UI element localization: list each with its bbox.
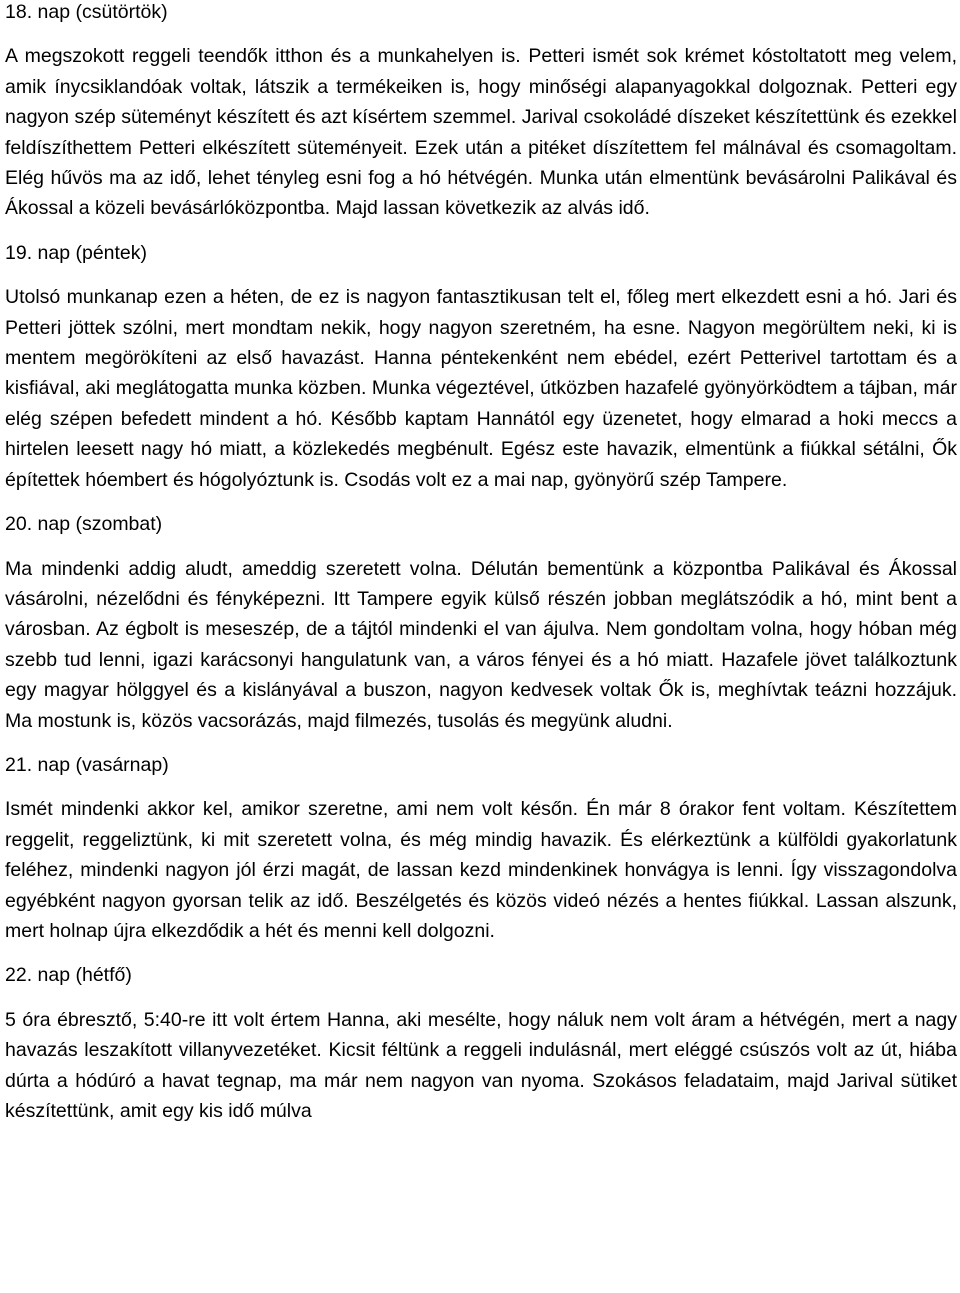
day-20-paragraph: Ma mindenki addig aludt, ameddig szeretett volna. Délután bementünk a központba Palikával és Ákossal vásárolni, nézelődni és fényképezni. Itt Tampere egyik külső részén jobban meglátszódik a hó, mint bent a városban. Az égbolt is meseszép, de a tájtól mindenki el van ájulva. Nem gondoltam volna, hogy hóban még szebb tud lenni, igazi karácsonyi hangulatunk van, a város fényei és a hó miatt. Hazafele jövet találkoztunk egy magyar hölggyel és a kislányával a buszon, nagyon kedvesek voltak Ők is, meghívtak teázni hozzájuk. Ma mostunk is, közös vacsorázás, majd filmezés, tusolás és megyünk aludni. — [5, 557, 957, 732]
day-21-heading: 21. nap (vasárnap) — [5, 753, 169, 776]
day-22-paragraph: 5 óra ébresztő, 5:40-re itt volt értem Hanna, aki mesélte, hogy náluk nem volt áram a hétvégén, mert a nagy havazás leszakított villanyvezetéket. Kicsit féltünk a reggeli indulásnál, mert eléggé csúszós volt az út, hiába dúrta a hódúró a havat tegnap, ma már nem nagyon van nyoma. Szokásos feladataim, majd Jarival sütiket készítettünk, amit egy kis idő múlva — [5, 1008, 957, 1122]
document-page — [5, 0, 957, 1126]
day-19-paragraph: Utolsó munkanap ezen a héten, de ez is nagyon fantasztikusan telt el, főleg mert elkezdett esni a hó. Jari és Petteri jöttek szólni, mert mondtam nekik, hogy nagyon szeretném, ha esne. Nagyon megörültem neki, ki is mentem megörökíteni az első havazást. Hanna péntekenként nem ebédel, ezért Petterivel tartottam és a kisfiával, aki meglátogatta munka közben. Munka végeztével, útközben hazafelé gyönyörködtem a tájban, már elég szépen befedett mindent a hó. Később kaptam Hannától egy üzenetet, hogy elmarad a hoki meccs a hirtelen leesett nagy hó miatt, a közlekedés megbénult. Egész este havazik, elmentünk a fiúkkal sétálni, Ők építettek hóembert és hógolyóztunk is. Csodás volt ez a mai nap, gyönyörű szép Tampere. — [5, 286, 957, 491]
day-21-paragraph: Ismét mindenki akkor kel, amikor szeretne, ami nem volt későn. Én már 8 órakor fent voltam. Készítettem reggelit, reggeliztünk, ki mit szeretett volna, és még mindig havazik. És elérkeztünk a külföldi gyakorlatunk feléhez, mindenki nagyon jól érzi magát, de lassan kezd mindenkinek honvágya is lenni. Így visszagondolva egyébként nagyon gyorsan telik az idő. Beszélgetés és közös videó nézés a hentes fiúkkal. Lassan alszunk, mert holnap újra elkezdődik a hét és menni kell dolgozni. — [5, 798, 957, 942]
day-18-heading: 18. nap (csütörtök) — [5, 1, 168, 23]
day-20-heading: 20. nap (szombat) — [5, 513, 163, 536]
day-18-paragraph: A megszokott reggeli teendők itthon és a munkahelyen is. Petteri ismét sok krémet kóstoltatott meg velem, amik ínycsiklandóak voltak, látszik a termékeiken is, hogy minőségi alapanyagokkal dolgoznak. Petteri egy nagyon szép süteményt készített és azt kísértem szemmel. Jarival csokoládé díszeket készítettünk és ezekkel feldíszíthettem Petteri elkészített süteményeit. Ezek után a pitéket díszítettem fel málnával és csomagoltam. Elég hűvös ma az idő, lehet tényleg esni fog a hó hétvégén. Munka után elmentünk bevásárolni Palikával és Ákossal a közeli bevásárlóközpontba. Majd lassan következik az alvás idő. — [5, 45, 957, 220]
day-19-heading: 19. nap (péntek) — [5, 241, 148, 264]
day-22-heading: 22. nap (hétfő) — [5, 964, 132, 987]
